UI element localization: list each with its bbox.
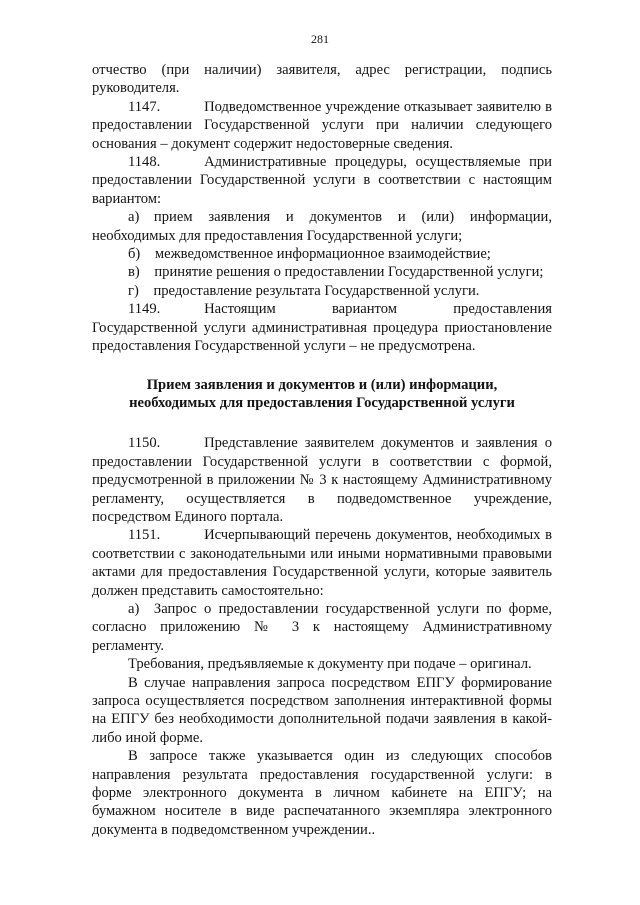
paragraph-1147: 1147. Подведомственное учреждение отказывает заявителю в предоставлении Государственной услуги при наличии следующего основания – документ содержит недостоверные сведения. — [92, 98, 552, 152]
paragraph-result-methods: В запросе также указывается один из следующих способов направления результата предоставления государственной услуги: в форме электронного документа в личном кабинете на ЕПГУ; на бумажном носителе в виде распечатанного экземпляра электронного документа в подведомственном учреждении.. — [92, 748, 552, 838]
paragraph-1148: 1148. Административные процедуры, осуществляемые при предоставлении Государственной услуги в соответствии с настоящим вариантом: — [92, 154, 552, 207]
list-item-b: б) межведомственное информационное взаимодействие; — [128, 246, 491, 263]
paragraph-1151: 1151. Исчерпывающий перечень документов, необходимых в соответствии с законодательными или иными нормативными правовыми актами для предоставления Государственной услуги, которые заявитель должен представить самостоятельно: — [92, 527, 552, 599]
section-heading-line-2: необходимых для предоставления Государственной услуги — [129, 394, 515, 411]
list-item-v: в) принятие решения о предоставлении Государственной услуги; — [128, 264, 544, 281]
paragraph-epgu-request: В случае направления запроса посредством ЕПГУ формирование запроса осуществляется посредством заполнения интерактивной формы на ЕПГУ без необходимости дополнительной подачи заявления в какой-либо иной форме. — [92, 674, 552, 746]
document-body — [92, 61, 552, 839]
paragraph-1149: 1149. Настоящим вариантом предоставления Государственной услуги административная процедура приостановление предоставления Государственной услуги – не предусмотрена. — [92, 301, 552, 355]
page-number: 281 — [311, 32, 329, 46]
list-item-request: а) Запрос о предоставлении государственной услуги по форме, согласно приложению № 3 к настоящему Административному регламенту. — [92, 600, 552, 654]
paragraph-continuation: отчество (при наличии) заявителя, адрес регистрации, подпись руководителя. — [92, 62, 552, 97]
paragraph-requirements: Требования, предъявляемые к документу при подаче – оригинал. — [128, 656, 532, 673]
list-item-a: а) прием заявления и документов и (или) информации, необходимых для предоставления Государственной услуги; — [92, 209, 552, 244]
list-item-g: г) предоставление результата Государственной услуги. — [128, 282, 480, 299]
paragraph-1150: 1150. Представление заявителем документов и заявления о предоставлении Государственной услуги в соответствии с формой, предусмотренной в приложении № 3 к настоящему Административному регламенту, осуществляется в подведомственное учреждение, посредством Единого портала. — [92, 435, 552, 525]
section-heading-line-1: Прием заявления и документов и (или) информации, — [146, 376, 498, 393]
section-heading — [92, 376, 552, 413]
